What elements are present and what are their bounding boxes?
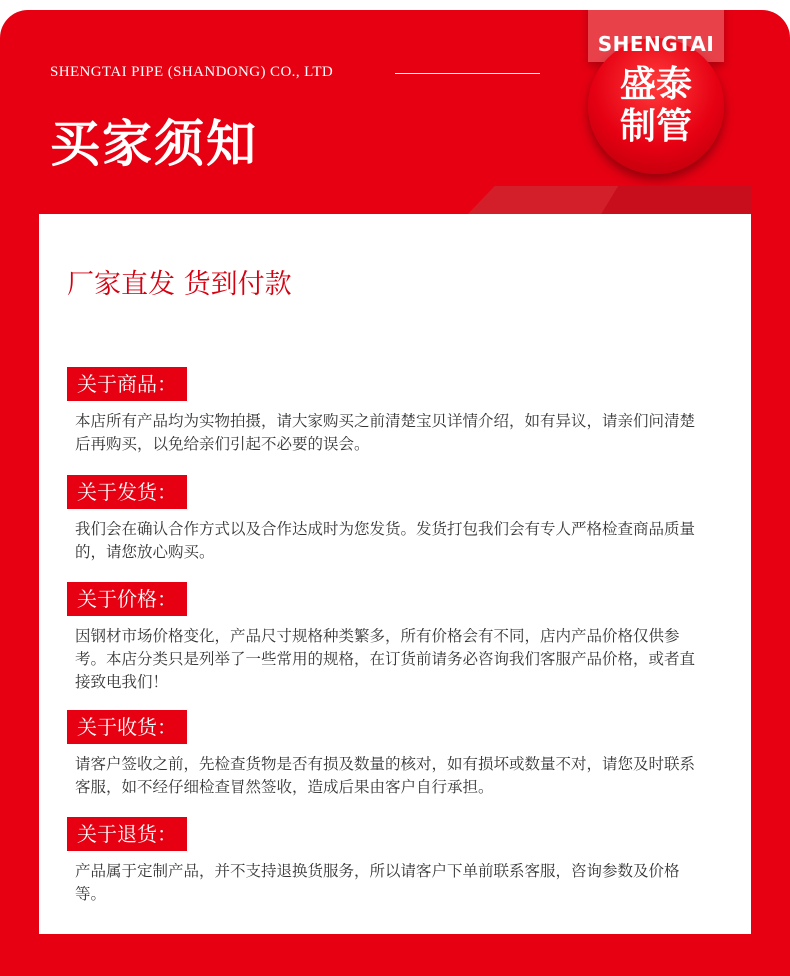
section-returns: [67, 817, 701, 906]
page-title: 买家须知: [50, 115, 258, 173]
company-name: SHENGTAI PIPE (SHANDONG) CO., LTD: [50, 64, 334, 80]
logo-cn-line1: 盛泰: [619, 64, 692, 105]
section-text: 本店所有产品均为实物拍摄，请大家购买之前清楚宝贝详情介绍，如有异议，请亲们问清楚后再购买，以免给亲们引起不必要的误会。: [75, 412, 696, 453]
section-pricing: [67, 582, 701, 694]
company-divider-line: [395, 73, 540, 74]
logo-chinese-text: [588, 64, 724, 148]
section-text: 请客户签收之前，先检查货物是否有损及数量的核对，如有损坏或数量不对，请您及时联系客服，如不经仔细检查冒然签收，造成后果由客户自行承担。: [75, 755, 696, 796]
brand-logo: [588, 10, 724, 174]
section-label: 关于价格：: [67, 582, 187, 616]
notice-poster: [0, 10, 790, 976]
section-label: 关于发货：: [67, 475, 187, 509]
section-label: 关于退货：: [67, 817, 187, 851]
decorative-stripe-dark: [600, 186, 752, 216]
section-label: 关于收货：: [67, 710, 187, 744]
card-subtitle: 厂家直发 货到付款: [67, 269, 292, 300]
section-shipping: [67, 475, 701, 564]
section-label: 关于商品：: [67, 367, 187, 401]
section-text: 产品属于定制产品，并不支持退换货服务，所以请客户下单前联系客服，咨询参数及价格等。: [75, 862, 680, 903]
section-text: 因钢材市场价格变化，产品尺寸规格种类繁多，所有价格会有不同，店内产品价格仅供参考。本店分类只是列举了一些常用的规格，在订货前请务必咨询我们客服产品价格，或者直接致电我们！: [75, 627, 696, 691]
section-text: 我们会在确认合作方式以及合作达成时为您发货。发货打包我们会有专人严格检查商品质量的，请您放心购买。: [75, 520, 696, 561]
section-receiving: [67, 710, 701, 799]
logo-cn-line2: 制管: [619, 106, 692, 147]
logo-english-text: SHENGTAI: [597, 32, 715, 56]
notice-card: [39, 214, 751, 934]
section-products: [67, 367, 701, 456]
